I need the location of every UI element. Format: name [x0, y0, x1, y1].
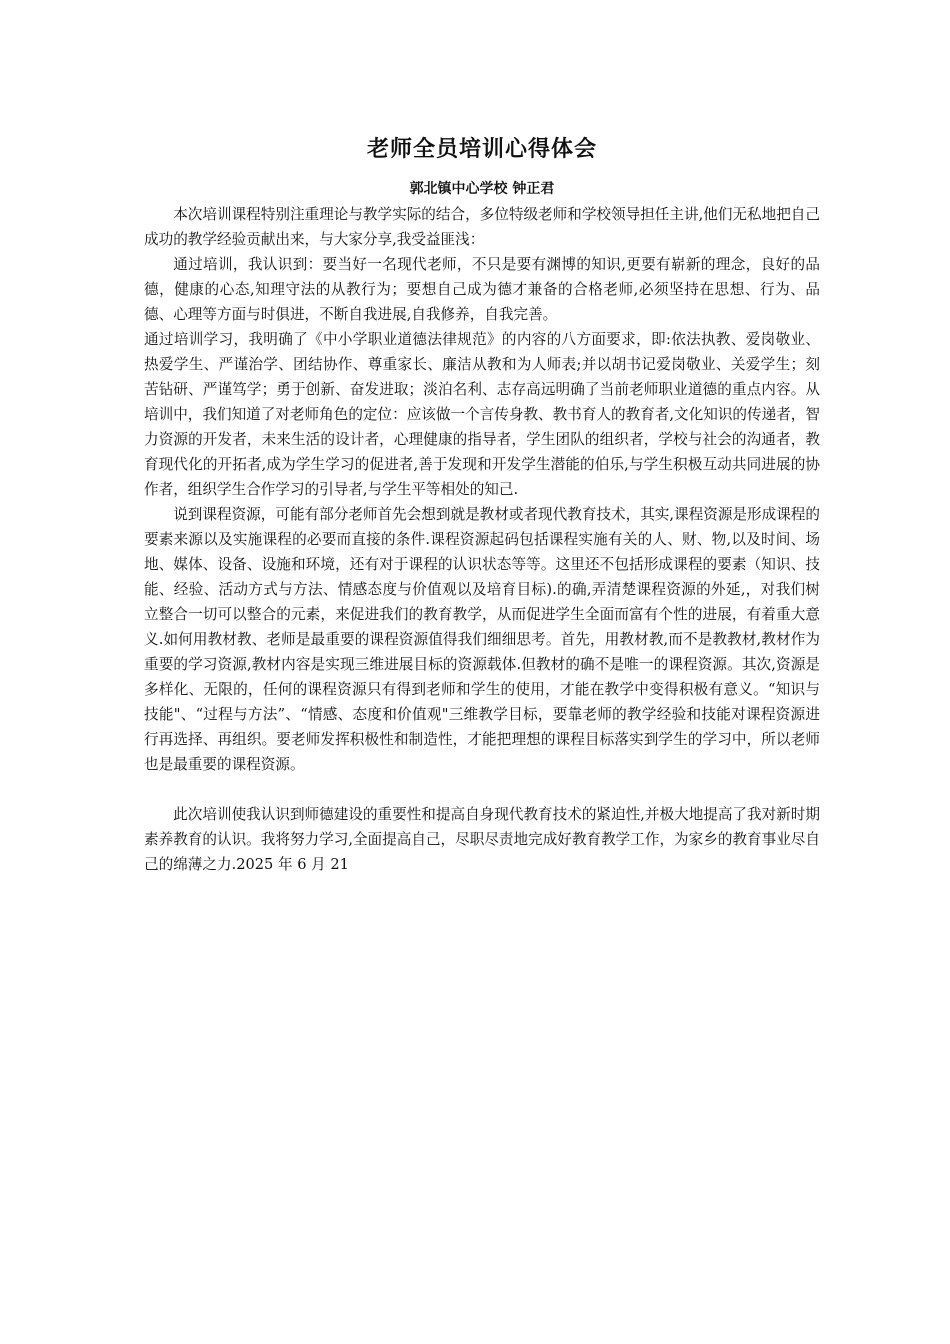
document-body	[144, 132, 820, 877]
paragraph-spacer	[144, 777, 820, 802]
paragraph-ethics: 通过培训学习，我明确了《中小学职业道德法律规范》的内容的八方面要求，即:依法执教、爱岗敬业、热爱学生、严谨治学、团结协作、尊重家长、廉洁从教和为人师表;并以胡书记爱岗敬业、关爱学生；刻苦钻研、严谨笃学；勇于创新、奋发进取；淡泊名利、志存高远明确了当前老师职业道德的重点内容。从培训中，我们知道了对老师角色的定位：应该做一个言传身教、教书育人的教育者,文化知识的传递者，智力资源的开发者，未来生活的设计者，心理健康的指导者，学生团队的组织者，学校与社会的沟通者，教育现代化的开拓者,成为学生学习的促进者,善于发现和开发学生潜能的伯乐,与学生积极互动共同进展的协作者，组织学生合作学习的引导者,与学生平等相处的知己.	[144, 331, 820, 498]
document-title: 老师全员培训心得体会	[366, 136, 597, 162]
paragraph-intro: 本次培训课程特别注重理论与教学实际的结合，多位特级老师和学校领导担任主讲,他们无私地把自己成功的教学经验贡献出来，与大家分享,我受益匪浅：	[144, 206, 820, 248]
paragraph-conclusion: 此次培训使我认识到师德建设的重要性和提高自身现代教育技术的紧迫性,并极大地提高了我对新时期素养教育的认识。我将努力学习,全面提高自己，尽职尽责地完成好教育教学工作，为家乡的教育事业尽自己的绵薄之力.2025 年 6 月 21	[144, 806, 820, 873]
paragraph-understanding: 通过培训，我认识到：要当好一名现代老师，不只是要有渊博的知识,更要有崭新的理念，良好的品德，健康的心态,知理守法的从教行为；要想自己成为德才兼备的合格老师,必须坚持在思想、行为、品德、心理等方面与时俱进，不断自我进展,自我修养，自我完善。	[144, 256, 820, 323]
document-author: 郭北镇中心学校 钟正君	[409, 181, 555, 197]
paragraph-curriculum-resources: 说到课程资源，可能有部分老师首先会想到就是教材或者现代教育技术，其实,课程资源是形成课程的要素来源以及实施课程的必要而直接的条件.课程资源起码包括课程实施有关的人、财、物,以及时间、场地、媒体、设备、设施和环境，还有对于课程的认识状态等等。这里还不包括形成课程的要素（知识、技能、经验、活动方式与方法、情感态度与价值观以及培育目标).的确,弄清楚课程资源的外延,，对我们树立整合一切可以整合的元素，来促进我们的教育教学，从而促进学生全面而富有个性的进展，有着重大意义.如何用教材教、老师是最重要的课程资源值得我们细细思考。首先，用教材教,而不是教教材,教材作为重要的学习资源,教材内容是实现三维进展目标的资源载体.但教材的确不是唯一的课程资源。其次,资源是多样化、无限的，任何的课程资源只有得到老师和学生的使用，才能在教学中变得积极有意义。“知识与技能"、“过程与方法”、“情感、态度和价值观"三维教学目标，要靠老师的教学经验和技能对课程资源进行再选择、再组织。要老师发挥积极性和制造性，才能把理想的课程目标落实到学生的学习中，所以老师也是最重要的课程资源。	[144, 506, 820, 773]
